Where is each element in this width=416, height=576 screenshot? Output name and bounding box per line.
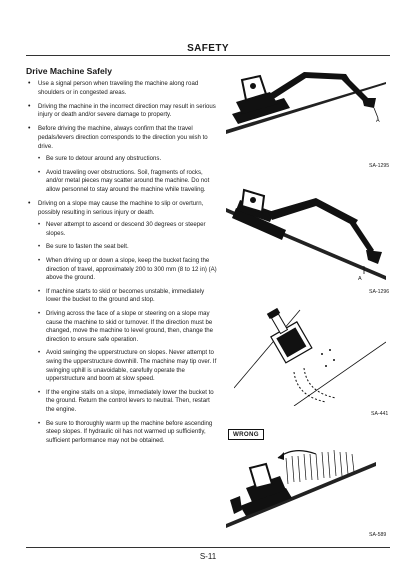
figure-1-illustration	[226, 68, 392, 138]
sub-bullet-list	[38, 155, 218, 194]
sub-bullet-item: • Be sure to thoroughly warm up the machine before ascending steep slopes. If hydraulic oil has not warmed up sufficiently, sufficient performance may not be obtained.	[38, 420, 218, 446]
sub-bullet-item: • If the engine stalls on a slope, immediately lower the bucket to the ground. Return the control levers to neutral. Then, restart the engine.	[38, 389, 218, 415]
body-text	[26, 80, 218, 451]
bullet-item	[26, 103, 218, 120]
page-number: S-11	[199, 552, 217, 561]
wrong-badge: WRONG	[228, 429, 264, 440]
bullet-list	[26, 80, 218, 445]
sub-bullet-item: • Be sure to detour around any obstructions.	[38, 155, 218, 164]
bullet-text: Driving the machine in the incorrect direction may result in serious injury or death and/or severe damage to property.	[38, 102, 216, 119]
sub-bullet-item: • When driving up or down a slope, keep the bucket facing the direction of travel, approximately 200 to 300 mm (8 to 12 in) (A) above the ground.	[38, 257, 218, 283]
header-rule	[26, 55, 390, 56]
bullet-text: Use a signal person when traveling the machine along road shoulders or in congested areas.	[38, 80, 199, 96]
bullet-item	[26, 125, 218, 194]
figure-3-code: SA-441	[371, 411, 389, 417]
sub-bullet-item: • Avoid swinging the upperstructure on slopes. Never attempt to swing the upperstructure downhill. The machine may tip over. If swinging uphill is unavoidable, carefully operate the upperstructure and boom at slow speed.	[38, 349, 218, 383]
figure-1-label-a: A	[376, 118, 380, 124]
figure-2-label-a: A	[358, 276, 362, 282]
figure-3-illustration	[234, 302, 386, 406]
sub-bullet-item: • If machine starts to skid or becomes unstable, immediately lower the bucket to the ground and stop.	[38, 288, 218, 305]
figure-4-code: SA-589	[369, 532, 387, 538]
bullet-item	[26, 200, 218, 445]
page-title: SAFETY	[187, 43, 229, 54]
section-title: Drive Machine Safely	[26, 66, 112, 76]
bullet-item	[26, 80, 218, 97]
sub-bullet-item: • Never attempt to ascend or descend 30 degrees or steeper slopes.	[38, 221, 218, 238]
footer-rule	[26, 547, 390, 548]
bullet-text: Driving on a slope may cause the machine to slip or overturn, possibly resulting in serious injury or death.	[38, 200, 204, 216]
sub-bullet-list	[38, 221, 218, 445]
figure-2-code: SA-1296	[369, 289, 390, 295]
bullet-text: Before driving the machine, always confirm that the travel pedals/levers direction corresponds to the direction you wish to drive.	[38, 125, 208, 150]
figure-2-illustration	[226, 188, 392, 290]
sub-bullet-item: • Driving across the face of a slope or steering on a slope may cause the machine to skid or turnover. If the direction must be changed, move the machine to level ground, then, change the direction to ensure safe operation.	[38, 310, 218, 344]
sub-bullet-item: • Be sure to fasten the seat belt.	[38, 243, 218, 252]
figure-4-illustration	[226, 428, 392, 544]
sub-bullet-item: • Avoid traveling over obstructions. Soil, fragments of rocks, and/or metal pieces may scatter around the machine. Do not allow personnel to stay around the machine while traveling.	[38, 169, 218, 195]
figure-1-code: SA-1295	[369, 163, 390, 169]
